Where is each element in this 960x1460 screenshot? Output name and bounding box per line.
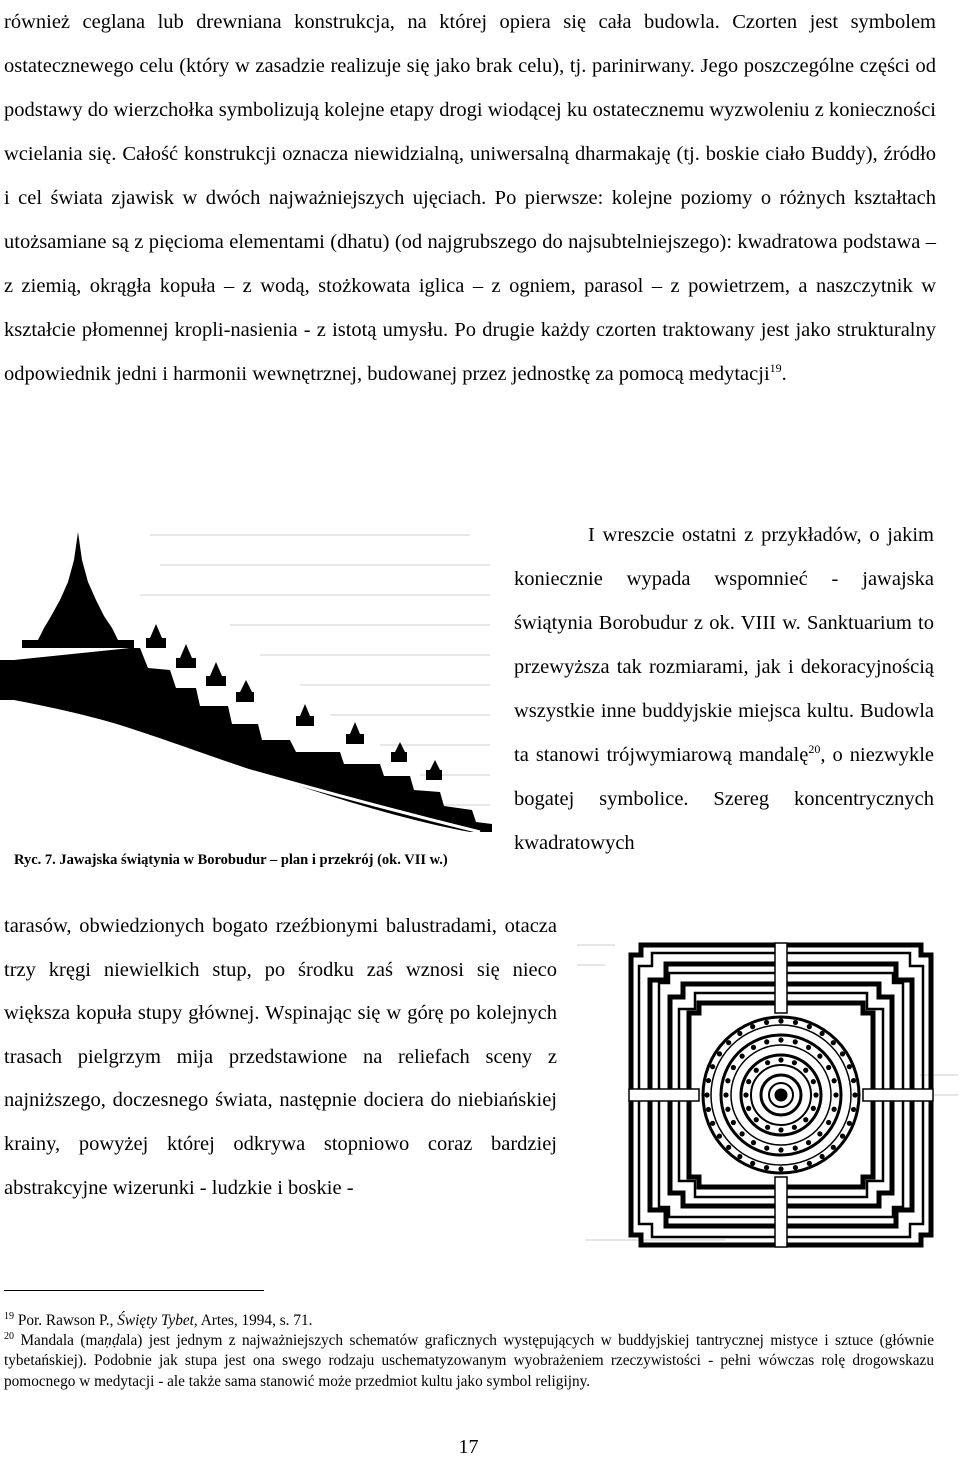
mandala-stupa-dot [833,1092,838,1097]
mandala-stupa-dot [806,1045,811,1050]
mandala-stupa-dot [706,1107,711,1112]
mandala-stupa-dot [740,1054,745,1059]
footnote-20-italic: ṇḍ [104,1332,120,1349]
paragraph-1-text: również ceglana lub drewniana konstrukcja, na której opiera się cała budowla. Czorten jest symbolem ostatecznewego celu (który w zasadzie realizuje się jako brak celu), tj. parinirwany. Jego poszczególne części od podstawy do wierzchołka symbolizują kolejne etapy drogi wiodącej ku ostatecznemu wyzwoleniu z konieczności wcielania się. Całość konstrukcji oznacza niewidzialną, uniwersalną dharmakaję (tj. boskie ciało Buddy), źródło i cel świata zjawisk w dwóch najważniejszych ujęciach. Po pierwsze: kolejne poziomy o różnych kształtach utożsamiane są z pięcioma elementami (dhatu) (od najgrubszego do najsubtelniejszego): kwadratowa podstawa – z ziemią, okrągła kopuła – z wodą, stożkowata iglica – z ogniem, parasol – z powietrzem, a naszczytnik w kształcie płomennej kropli-nasienia - z istotą umysłu. Po drugie każdy czorten traktowany jest jako strukturalny odpowiednik jedni i harmonii wewnętrznej, budowanej przez jednostkę za pomocą medytacji [4,11,936,385]
borobudur-mandala-plan [575,935,960,1253]
mandala-stupa-dot [778,1127,783,1132]
mandala-stairway [629,1089,699,1101]
mandala-stupa-dot [751,1045,756,1050]
mandala-stupa-dot [737,1031,742,1036]
mandala-stupa-dot [852,1092,857,1097]
mandala-stairway [863,1089,933,1101]
footnote-19-text-end: , Artes, 1994, s. 71. [193,1312,313,1329]
footnote-19-number: 19 [4,1311,14,1322]
mandala-stupa-dot [851,1078,856,1083]
mandala-stupa-dot [811,1106,816,1111]
mandala-stupa-dot [725,1078,730,1083]
footnote-19-title: Święty Tybet [117,1312,194,1329]
mandala-stupa-dot [740,1131,745,1136]
mandala-stupa-dot [832,1078,837,1083]
body-paragraph-2 [514,513,934,865]
footnote-20 [4,1331,934,1392]
mandala-stupa-dot [806,1140,811,1145]
mandala-stupa-dot [813,1092,818,1097]
mandala-stupa-dot [820,1154,825,1159]
footnote-19-text: Por. Rawson P., [17,1312,118,1329]
mandala-stupa-dot [778,1147,783,1152]
footnote-20-number: 20 [4,1331,14,1342]
mandala-stupa-dot [793,1020,798,1025]
mandala-stupa-dot [765,1125,770,1130]
mandala-stupa-dot [731,1065,736,1070]
paragraph-2-text-b: , o niezwykle bogatej symbolice. Szereg koncentrycznych kwadratowych [514,744,934,854]
mandala-stupa-dot [793,1146,798,1151]
mandala-stupa-dot [723,1092,728,1097]
footnote-ref-20[interactable]: 20 [808,742,821,756]
mandala-stupa-dot [764,1039,769,1044]
footnote-20-text: Mandala (ma [20,1332,105,1349]
mandala-stupa-dot [750,1024,755,1029]
mandala-stupa-dot [792,1125,797,1130]
mandala-stupa-dot [831,1040,836,1045]
paragraph-3-text: tarasów, obwiedzionych bogato rzeźbionymi balustradami, otacza trzy kręgi niewielkich stup, po środku zaś wznosi się nieco większa kopuła stupy głównej. Wspinając się w górę po kolejnych trasach pielgrzym mija przedstawione na reliefach sceny z najniższego, doczesnego świata, następnie dociera do niebiańskiej krainy, powyżej której odkrywa stopniowo coraz bardziej abstrakcyjne wizerunki - ludzkie i boskie - [4,915,557,1199]
mandala-stupa-dot [726,1145,731,1150]
mandala-stupa-dot [754,1068,759,1073]
mandala-stupa-dot [831,1145,836,1150]
mandala-stupa-dot [778,1018,783,1023]
mandala-stupa-dot [764,1165,769,1170]
footnote-separator [4,1290,264,1291]
mandala-stupa-dot [746,1106,751,1111]
mandala-stupa-dot [710,1064,715,1069]
paragraph-1-end: . [781,363,787,385]
mandala-stupa-dot [778,1057,783,1062]
mandala-stupa-dot [743,1092,748,1097]
mandala-stairway [775,1177,787,1247]
mandala-stupa-dot [725,1107,730,1112]
mandala-stupa-dot [826,1065,831,1070]
mandala-stupa-dot [751,1140,756,1145]
mandala-stupa-dot [807,1161,812,1166]
mandala-stupa-dot [840,1051,845,1056]
paragraph-2-text-a: I wreszcie ostatni z przykładów, o jakim koniecznie wypada wspomnieć - jawajska świątynia Borobudur z ok. VIII w. Sanktuarium to przewyższa tak rozmiarami, jak i dekoracyjnością wszystkie inne buddyjskie miejsca kultu. Budowla ta stanowi trójwymiarową mandalę [514,524,934,766]
mandala-stupa-dot [826,1120,831,1125]
mandala-stupa-dot [820,1031,825,1036]
mandala-stupa-dot [851,1107,856,1112]
mandala-stupa-dot [817,1054,822,1059]
mandala-stupa-dot [807,1024,812,1029]
mandala-stupa-dot [803,1068,808,1073]
mandala-stupa-dot [778,1166,783,1171]
footnote-ref-19[interactable]: 19 [769,361,782,375]
mandala-stupa-dot [832,1107,837,1112]
mandala-stupa-dot [847,1121,852,1126]
mandala-stupa-dot [704,1092,709,1097]
mandala-stupa-dot [792,1060,797,1065]
mandala-stupa-dot [793,1039,798,1044]
footnote-20-text-end: ala) jest jednym z najważniejszych schematów graficznych występujących w buddyjskiej tantrycznej mistyce i sztuce (głównie tybetańskiej). Podobnie jak stupa jest ona swego rodzaju uschematyzowanym wyobrażeniem rzeczywistości - pełni wówczas rolę drogowskazu pomocnego w medytacji - ale także sama stanowić może przedmiot kultu jako symbol religijny. [4,1332,935,1390]
mandala-stupa-dot [811,1079,816,1084]
mandala-plan-drawing [575,935,960,1253]
figure-1-caption: Ryc. 7. Jawajska świątynia w Borobudur – plan i przekrój (ok. VII w.) [14,852,448,868]
mandala-stupa-dot [803,1117,808,1122]
borobudur-section-drawing [0,520,498,882]
mandala-stupa-dot [717,1051,722,1056]
borobudur-section-figure [0,520,498,882]
mandala-stupa-dot [706,1078,711,1083]
mandala-stupa-dot [764,1020,769,1025]
mandala-stupa-dot [750,1161,755,1166]
mandala-stupa-dot [754,1117,759,1122]
mandala-stupa-dot [817,1131,822,1136]
mandala-stupa-dot [793,1165,798,1170]
mandala-stupa-dot [717,1134,722,1139]
mandala-stupa-dot [737,1154,742,1159]
body-paragraph-3 [4,905,557,1210]
footnote-19 [4,1311,934,1331]
mandala-stupa-dot [731,1120,736,1125]
body-paragraph-1 [4,0,936,396]
mandala-stupa-dot [847,1064,852,1069]
mandala-stupa-dot [765,1060,770,1065]
mandala-stupa-dot [778,1037,783,1042]
mandala-stupa-dot [764,1146,769,1151]
mandala-stupa-dot [710,1121,715,1126]
mandala-stupa-dot [840,1134,845,1139]
mandala-central-stupa [775,1089,787,1101]
mandala-stupa-dot [746,1079,751,1084]
mandala-stupa-dot [726,1040,731,1045]
mandala-stairway [775,943,787,1013]
page-number: 17 [458,1436,479,1458]
